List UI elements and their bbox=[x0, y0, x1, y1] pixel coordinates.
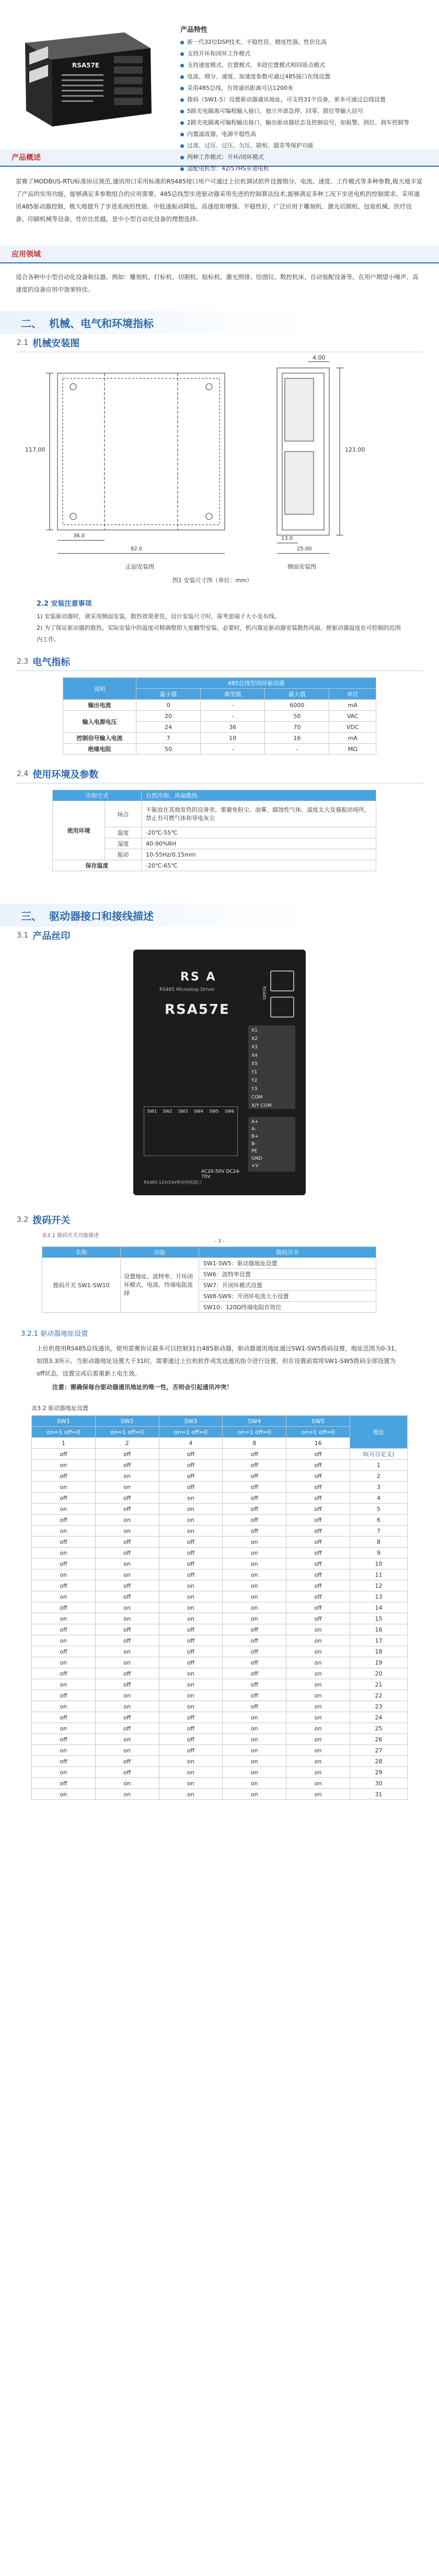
addr-cell: on bbox=[159, 1493, 223, 1504]
addr-cell: off bbox=[95, 1504, 159, 1515]
addr-cell: on bbox=[223, 1580, 286, 1591]
addr-cell: on bbox=[32, 1526, 96, 1537]
addr-cell: off bbox=[95, 1493, 159, 1504]
addr-cell: on bbox=[95, 1789, 159, 1800]
feature-item: 支持速度模式、位置模式、多段位置模式和回原点模式 bbox=[180, 60, 426, 71]
addr-cell: off bbox=[223, 1635, 286, 1646]
addr-row bbox=[32, 1745, 408, 1756]
addr-row bbox=[32, 1701, 408, 1712]
addr-cell: off bbox=[223, 1460, 286, 1471]
addr-row bbox=[32, 1767, 408, 1778]
mechanical-drawing bbox=[0, 352, 439, 598]
addr-cell: on bbox=[223, 1613, 286, 1624]
addr-cell: off bbox=[95, 1668, 159, 1679]
addr-value: 27 bbox=[350, 1745, 408, 1756]
dim-right: 121.00 bbox=[345, 446, 365, 453]
addr-row bbox=[32, 1679, 408, 1690]
addr-row bbox=[32, 1547, 408, 1558]
addr-value: 12 bbox=[350, 1580, 408, 1591]
addr-cell: off bbox=[286, 1569, 350, 1580]
addr-cell: on bbox=[286, 1657, 350, 1668]
addr-cell: on bbox=[286, 1789, 350, 1800]
addr-cell: off bbox=[159, 1569, 223, 1580]
addr-cell: off bbox=[286, 1504, 350, 1515]
addr-value: 13 bbox=[350, 1591, 408, 1602]
addr-cell: on bbox=[159, 1591, 223, 1602]
addr-cell: on bbox=[32, 1789, 96, 1800]
addr-cell: on bbox=[159, 1668, 223, 1679]
addr-row bbox=[32, 1558, 408, 1569]
addr-cell: on bbox=[223, 1789, 286, 1800]
overview-text: 雷赛了MODBUS-RTU标准协议规范,通讯用口采用标准的RS485接口用户可通过上位机调试软件设置细分、电流、速度、工作模式等多种参数,极大地丰富了产品的实用功能，能够满足多参数组合的应用需要。485总线型步进驱动器采用先进的控制算法技术,能够满足多种工况下步进电机的控制需求。采用通讯485驱动器控制，极大地提升了步进系统的性能、中低速振动降低、高速扭矩增强、平稳性好，广泛应用于雕刻机、激光切割机、包装机械、医疗设备、印刷机械等设备，性价比优越，是中小型自动化设备的理想选择。 bbox=[16, 178, 423, 223]
addr-cell: off bbox=[95, 1547, 159, 1558]
side-label: 侧面安装图 bbox=[287, 563, 316, 570]
silk-sub: RS485 Microstep Driver bbox=[159, 987, 215, 992]
addr-cell: off bbox=[159, 1547, 223, 1558]
addr-cell: off bbox=[223, 1515, 286, 1526]
s32-title: 拨码开关 bbox=[32, 1215, 71, 1226]
addr-value: 22 bbox=[350, 1690, 408, 1701]
section3-title: 驱动器接口和接线描述 bbox=[49, 909, 154, 922]
addr-cell: on bbox=[159, 1789, 223, 1800]
addr-table-wrap bbox=[0, 1412, 439, 1800]
addr-cell: off bbox=[32, 1668, 96, 1679]
addr-cell: on bbox=[286, 1624, 350, 1635]
addr-cell: on bbox=[95, 1613, 159, 1624]
addr-cell: on bbox=[223, 1767, 286, 1778]
addr-cell: off bbox=[223, 1646, 286, 1657]
s21-heading: 2.1 机械安装图 bbox=[0, 334, 439, 352]
addr-cell: on bbox=[95, 1657, 159, 1668]
addr-cell: on bbox=[95, 1471, 159, 1482]
addr-cell: on bbox=[223, 1558, 286, 1569]
addr-cell: on bbox=[286, 1635, 350, 1646]
addr-cell: off bbox=[159, 1646, 223, 1657]
silk-brand: RS A bbox=[180, 971, 217, 984]
addr-cell: on bbox=[286, 1745, 350, 1756]
addr-cell: on bbox=[95, 1515, 159, 1526]
addr-cell: off bbox=[286, 1537, 350, 1547]
silk-bottom: RS485-12V/24V供电电机接口 bbox=[144, 1180, 202, 1185]
addr-cell: off bbox=[32, 1580, 96, 1591]
addr-cell: on bbox=[32, 1657, 96, 1668]
dim-left: 117.00 bbox=[25, 446, 45, 453]
addr-value: 10 bbox=[350, 1558, 408, 1569]
addr-cell: on bbox=[95, 1482, 159, 1493]
application-title: 应用领域 bbox=[11, 250, 41, 259]
s24-heading: 2.4 使用环境及参数 bbox=[0, 765, 439, 783]
addr-row bbox=[32, 1580, 408, 1591]
silk-power: AC20-50V DC24-70V bbox=[201, 1169, 241, 1180]
addr-cell: on bbox=[223, 1537, 286, 1547]
addr-cell: on bbox=[32, 1504, 96, 1515]
addr-cell: on bbox=[223, 1547, 286, 1558]
addr-row bbox=[32, 1712, 408, 1723]
addr-row bbox=[32, 1515, 408, 1526]
addr-value: 15 bbox=[350, 1613, 408, 1624]
addr-cell: off bbox=[159, 1471, 223, 1482]
feature-list bbox=[180, 37, 426, 175]
env-table-wrap bbox=[0, 783, 439, 904]
section2-title: 机械、电气和环境指标 bbox=[49, 317, 154, 330]
addr-cell: on bbox=[286, 1778, 350, 1789]
addr-row bbox=[32, 1690, 408, 1701]
addr-row bbox=[32, 1668, 408, 1679]
addr-cell: off bbox=[32, 1734, 96, 1745]
addr-cell: off bbox=[32, 1537, 96, 1547]
addr-cell: off bbox=[95, 1624, 159, 1635]
rs485-label: RS485 bbox=[262, 986, 267, 1000]
addr-cell: on bbox=[159, 1515, 223, 1526]
addr-cell: off bbox=[159, 1460, 223, 1471]
addr-cell: off bbox=[159, 1657, 223, 1668]
addr-row bbox=[32, 1504, 408, 1515]
addr-row bbox=[32, 1537, 408, 1547]
feature-item: 过流、过压、过压、欠压、缺相、超差等保护功能 bbox=[180, 140, 426, 152]
env-table: 冷却方式 自然冷却、风扇散热 使用环境 场合 不能放在其他发热的设备旁，要避免粉尘、油雾、腐蚀性气体、湿度太大及强振动场所，禁止有可燃气体和导电灰尘 温度 -20℃-55℃ 湿度 40-90%RH 振动 10-55Hz/0.15mm 保存温度 -20℃-65℃ bbox=[52, 790, 376, 871]
addr-row bbox=[32, 1635, 408, 1646]
s22-block bbox=[0, 598, 439, 653]
addr-cell: off bbox=[32, 1756, 96, 1767]
addr-cell: off bbox=[159, 1537, 223, 1547]
addr-cell: on bbox=[159, 1679, 223, 1690]
feature-item: 5路光电隔离可编程输入接口，独立外部急停、回零、限位等输入信号 bbox=[180, 106, 426, 117]
addr-value: 23 bbox=[350, 1701, 408, 1712]
addr-cell: on bbox=[32, 1482, 96, 1493]
s23-heading: 2.3 电气指标 bbox=[0, 653, 439, 671]
addr-cell: off bbox=[223, 1701, 286, 1712]
addr-cell: off bbox=[223, 1504, 286, 1515]
addr-value: 4 bbox=[350, 1493, 408, 1504]
dim-s1: 13.0 bbox=[281, 536, 293, 541]
addr-cell: off bbox=[32, 1646, 96, 1657]
dip-switch: SW1 SW2 SW3 SW4 SW5 SW6 bbox=[144, 1106, 238, 1156]
addr-cell: off bbox=[95, 1635, 159, 1646]
addr-cell: off bbox=[95, 1767, 159, 1778]
motor-terminal: A+ A- B+ B- PE GND +V bbox=[248, 1117, 295, 1172]
s32-heading: 3.2 拨码开关 bbox=[0, 1211, 439, 1229]
addr-cell: off bbox=[32, 1471, 96, 1482]
s21-title: 机械安装图 bbox=[32, 338, 80, 349]
s321-text: 上位机使用RS485总线通讯，使用雷赛协议最多可以控制31台485驱动器，驱动器通讯地址通过SW1-SW5拨码设置，地址范围为0-31，如图3.3所示。当驱动器地址设置大于31时，需要通过上位机软件或发送通讯指令进行设置，但在设置前需将SW1-SW5拨码全部设置为off状态，设置完成后需重新上电生效。 bbox=[37, 1345, 401, 1377]
addr-cell: on bbox=[32, 1701, 96, 1712]
addr-cell: on bbox=[223, 1602, 286, 1613]
addr-cell: on bbox=[159, 1526, 223, 1537]
addr-cell: off bbox=[32, 1515, 96, 1526]
addr-row bbox=[32, 1460, 408, 1471]
elec-table-wrap bbox=[0, 671, 439, 765]
addr-value: 19 bbox=[350, 1657, 408, 1668]
addr-cell: on bbox=[95, 1745, 159, 1756]
addr-value: 30 bbox=[350, 1778, 408, 1789]
addr-cell: on bbox=[32, 1745, 96, 1756]
addr-cell: on bbox=[159, 1613, 223, 1624]
addr-value: 24 bbox=[350, 1712, 408, 1723]
addr-cell: on bbox=[32, 1635, 96, 1646]
driver-image bbox=[15, 27, 159, 132]
addr-cell: off bbox=[223, 1482, 286, 1493]
addr-cell: off bbox=[286, 1580, 350, 1591]
addr-cell: on bbox=[286, 1701, 350, 1712]
addr-table: SW1 SW2 SW3 SW4 SW5 地址 on=1 off=0 on=1 off=0 on=1 off=0 on=1 off=0 on=1 off=0 1 2 4 8 16 off off off off off 0(可自定义) on off off off off 1 off on off off off 2 on on off off off 3 off off on off off 4 on off on off off 5 off on on off off 6 on on on off off 7 off off off on off 8 on off off on off 9 off on off on off 10 on on off on off 11 off off on on off 12 on off on on off 13 off on on on off 14 on on on on off 15 off off off off on 16 on off off off on 17 off on off off on 18 on on off off on 19 off off on off on 20 on off on off on 21 off on on off on 22 on on on off on 23 off off off on on 24 on off off on on 25 off on off on on 26 on on off on on 27 off off on on on 28 on off on on on 29 off on on on on 30 on on on on on 31 bbox=[31, 1415, 408, 1800]
addr-cell: on bbox=[223, 1712, 286, 1723]
addr-value: 1 bbox=[350, 1460, 408, 1471]
s22-title: 2.2 安装注意事项 bbox=[37, 600, 92, 608]
application-section bbox=[0, 246, 439, 301]
addr-cell: on bbox=[159, 1690, 223, 1701]
feature-item: 新一代32位DSP技术，平稳性佳、精度性强、性价比高 bbox=[180, 37, 426, 48]
feature-item: 拨码（SW1-5）设置驱动器通讯地址，可支持31个设备，更多可通过总线设置 bbox=[180, 94, 426, 106]
addr-cell: on bbox=[95, 1602, 159, 1613]
addr-value: 20 bbox=[350, 1668, 408, 1679]
addr-cell: on bbox=[32, 1723, 96, 1734]
addr-cell: off bbox=[286, 1613, 350, 1624]
addr-cell: off bbox=[223, 1690, 286, 1701]
addr-row bbox=[32, 1493, 408, 1504]
addr-cell: on bbox=[286, 1734, 350, 1745]
overview-title: 产品概述 bbox=[11, 154, 41, 162]
dim-s2: 25.00 bbox=[297, 546, 312, 552]
addr-cell: on bbox=[32, 1679, 96, 1690]
addr-cell: on bbox=[286, 1679, 350, 1690]
addr-row bbox=[32, 1646, 408, 1657]
addr-cell: on bbox=[223, 1723, 286, 1734]
addr-cell: on bbox=[223, 1569, 286, 1580]
addr-cell: off bbox=[95, 1723, 159, 1734]
addr-cell: on bbox=[159, 1756, 223, 1767]
addr-cell: on bbox=[286, 1646, 350, 1657]
addr-row bbox=[32, 1569, 408, 1580]
addr-cell: off bbox=[159, 1558, 223, 1569]
addr-row bbox=[32, 1756, 408, 1767]
addr-cell: off bbox=[32, 1778, 96, 1789]
application-text: 适合各种中小型自动化设备和仪器，例如：雕刻机、打标机、切割机、贴标机、激光照排、绘图仪、数控机床、自动装配设备等。在用户期望小噪声、高速度的设备应用中效果特佳。 bbox=[16, 273, 419, 293]
s22-item-2: 2) 为了保证驱动器的散热，实际安装中的温度可稍调整即大宽翻型安装，必要时，机内靠近驱动器安装散热风扇，使驱动器温度在可控制的范围内工作。 bbox=[37, 625, 401, 643]
addr-cell: off bbox=[95, 1712, 159, 1723]
silkscreen-panel bbox=[133, 950, 306, 1195]
dim-top: 4.00 bbox=[313, 354, 326, 361]
addr-value: 28 bbox=[350, 1756, 408, 1767]
addr-value: 11 bbox=[350, 1569, 408, 1580]
addr-cell: off bbox=[95, 1679, 159, 1690]
addr-caption: 表3.2 驱动器地址设置 bbox=[31, 1405, 88, 1412]
addr-cell: off bbox=[223, 1679, 286, 1690]
addr-cell: off bbox=[286, 1493, 350, 1504]
addr-cell: off bbox=[159, 1723, 223, 1734]
addr-row bbox=[32, 1471, 408, 1482]
addr-cell: on bbox=[159, 1778, 223, 1789]
addr-cell: on bbox=[32, 1547, 96, 1558]
addr-cell: off bbox=[223, 1668, 286, 1679]
addr-cell: on bbox=[32, 1613, 96, 1624]
io-terminal bbox=[248, 1025, 295, 1109]
feature-item: 2路光电隔离可编程输出接口，输出驱动器状态及控制信号，如报警、到位、刹车控制等 bbox=[180, 117, 426, 129]
silk-model: RSA57E bbox=[165, 1002, 230, 1018]
addr-value: 21 bbox=[350, 1679, 408, 1690]
addr-row bbox=[32, 1624, 408, 1635]
addr-cell: on bbox=[32, 1767, 96, 1778]
addr-cell: off bbox=[159, 1712, 223, 1723]
rs485-port-1 bbox=[270, 971, 294, 991]
addr-value: 18 bbox=[350, 1646, 408, 1657]
s321-title: 3.2.1 驱动器地址设置 bbox=[21, 1330, 88, 1338]
addr-row bbox=[32, 1778, 408, 1789]
addr-cell: on bbox=[95, 1778, 159, 1789]
rs485-port-2 bbox=[270, 997, 294, 1018]
addr-cell: off bbox=[32, 1690, 96, 1701]
features-title: 产品特性 bbox=[180, 26, 208, 34]
addr-value: 14 bbox=[350, 1602, 408, 1613]
addr-cell: off bbox=[286, 1591, 350, 1602]
addr-cell: off bbox=[223, 1471, 286, 1482]
addr-cell: on bbox=[286, 1756, 350, 1767]
addr-cell: on bbox=[286, 1723, 350, 1734]
addr-cell: off bbox=[286, 1602, 350, 1613]
addr-value: 31 bbox=[350, 1789, 408, 1800]
feature-item: 适配电机型：42/57HS步进电机 bbox=[180, 163, 426, 175]
elec-table: 说明 485总线型闭环驱动器 最小值 典型值 最大值 单位 输出电流 0 - 6000 mA 输入电源电压 20 - 50 VAC 24 36 70 VDC 控制信号输入电流 7 10 16 mA 绝缘电阻 50 - - MΩ bbox=[63, 677, 376, 755]
addr-cell: off bbox=[32, 1602, 96, 1613]
s32-caption: 表3.1 拨码开关功能描述 bbox=[42, 1233, 99, 1239]
addr-cell: off bbox=[223, 1493, 286, 1504]
feature-item: 采用485总线，有效通讯距离可达1200米 bbox=[180, 83, 426, 94]
addr-cell: off bbox=[286, 1515, 350, 1526]
addr-cell: off bbox=[286, 1482, 350, 1493]
addr-cell: off bbox=[286, 1526, 350, 1537]
addr-cell: on bbox=[223, 1778, 286, 1789]
addr-value: 5 bbox=[350, 1504, 408, 1515]
addr-cell: on bbox=[159, 1767, 223, 1778]
feature-item: 支持开环和闭环工作模式 bbox=[180, 48, 426, 60]
addr-cell: off bbox=[159, 1745, 223, 1756]
addr-cell: on bbox=[286, 1712, 350, 1723]
addr-cell: off bbox=[32, 1558, 96, 1569]
addr-value: 2 bbox=[350, 1471, 408, 1482]
addr-cell: off bbox=[159, 1482, 223, 1493]
addr-rows bbox=[32, 1460, 408, 1800]
addr-cell: off bbox=[223, 1624, 286, 1635]
addr-cell: on bbox=[223, 1591, 286, 1602]
addr-value: 16 bbox=[350, 1624, 408, 1635]
dim-b1: 36.0 bbox=[73, 533, 85, 539]
s22-item-1: 1) 安装驱动器时，请采用侧面安装，散热效果更佳，设计安装尺寸时，需考虑端子大小及布线。 bbox=[37, 613, 280, 620]
addr-cell: on bbox=[95, 1701, 159, 1712]
addr-cell: off bbox=[159, 1624, 223, 1635]
addr-value: 8 bbox=[350, 1537, 408, 1547]
addr-cell: off bbox=[95, 1460, 159, 1471]
addr-cell: on bbox=[32, 1591, 96, 1602]
s23-title: 电气指标 bbox=[32, 657, 71, 668]
addr-row bbox=[32, 1723, 408, 1734]
addr-cell: off bbox=[286, 1460, 350, 1471]
addr-cell: on bbox=[95, 1569, 159, 1580]
addr-cell: off bbox=[95, 1756, 159, 1767]
addr-cell: on bbox=[159, 1602, 223, 1613]
figure-caption: 图1 安装尺寸图（单位：mm） bbox=[172, 577, 252, 584]
addr-value: 9 bbox=[350, 1547, 408, 1558]
addr-row bbox=[32, 1602, 408, 1613]
addr-cell: on bbox=[223, 1756, 286, 1767]
addr-cell: off bbox=[286, 1547, 350, 1558]
addr-cell: on bbox=[95, 1526, 159, 1537]
addr-value: 26 bbox=[350, 1734, 408, 1745]
addr-value: 6 bbox=[350, 1515, 408, 1526]
addr-cell: off bbox=[32, 1493, 96, 1504]
addr-cell: off bbox=[32, 1712, 96, 1723]
addr-row bbox=[32, 1789, 408, 1800]
addr-cell: on bbox=[286, 1690, 350, 1701]
addr-cell: off bbox=[95, 1580, 159, 1591]
front-label: 正面安装图 bbox=[125, 563, 154, 570]
feature-item: 内置滤波器，电源平稳性高 bbox=[180, 129, 426, 140]
addr-cell: off bbox=[95, 1591, 159, 1602]
addr-value: 29 bbox=[350, 1767, 408, 1778]
addr-cell: on bbox=[159, 1580, 223, 1591]
addr-cell: on bbox=[159, 1504, 223, 1515]
addr-row bbox=[32, 1613, 408, 1624]
dip-table-wrap bbox=[0, 1244, 439, 1323]
section2-heading: 二、 机械、电气和环境指标 bbox=[0, 311, 439, 334]
addr-cell: on bbox=[32, 1460, 96, 1471]
addr-cell: off bbox=[286, 1558, 350, 1569]
s32-marker: - 3 - bbox=[214, 1239, 225, 1244]
addr-value: 3 bbox=[350, 1482, 408, 1493]
addr-cell: on bbox=[95, 1646, 159, 1657]
addr-row bbox=[32, 1591, 408, 1602]
addr-value: 7 bbox=[350, 1526, 408, 1537]
s321-note: 注意：需确保每台驱动器通讯地址的唯一性，否则会引起通讯冲突！ bbox=[52, 1383, 233, 1391]
addr-cell: off bbox=[286, 1471, 350, 1482]
addr-cell: on bbox=[159, 1701, 223, 1712]
feature-item: 电流、细分、速度、加速度参数可通过485接口在线设置 bbox=[180, 71, 426, 83]
addr-cell: on bbox=[95, 1734, 159, 1745]
addr-cell: off bbox=[95, 1537, 159, 1547]
addr-cell: off bbox=[223, 1657, 286, 1668]
s24-title: 使用环境及参数 bbox=[32, 769, 99, 780]
addr-value: 17 bbox=[350, 1635, 408, 1646]
addr-cell: off bbox=[223, 1526, 286, 1537]
addr-cell: off bbox=[32, 1624, 96, 1635]
addr-cell: on bbox=[223, 1734, 286, 1745]
addr-row bbox=[32, 1657, 408, 1668]
addr-cell: on bbox=[223, 1745, 286, 1756]
feature-item: 两种工作模式：开环/闭环模式 bbox=[180, 152, 426, 163]
dip-table: 名称 功能 拨码开关 拨码开关 SW1-SW10 设置地址、波特率、开环闭环模式、电流、终端电阻选择 SW1-SW5：驱动器地址设置 SW6：波特率设置 SW7：开闭环模式设置 SW8-SW9：开闭环电流大小设置 SW10：120Ω终端电阻有效位 bbox=[42, 1246, 376, 1313]
section3-heading: 三、 驱动器接口和接线描述 bbox=[0, 904, 439, 927]
addr-cell: on bbox=[95, 1690, 159, 1701]
addr-row bbox=[32, 1734, 408, 1745]
s31-heading: 3.1 产品丝印 bbox=[0, 927, 439, 944]
addr-row bbox=[32, 1526, 408, 1537]
io-labels: X1 X2 X3 X4 X5 Y1 Y2 Y3 COM X/Y COM bbox=[251, 1028, 272, 1108]
dim-b2: 82.0 bbox=[131, 546, 143, 552]
product-label: RSA57E bbox=[72, 62, 100, 69]
addr-cell: on bbox=[286, 1767, 350, 1778]
addr-cell: off bbox=[159, 1635, 223, 1646]
addr-cell: off bbox=[159, 1734, 223, 1745]
addr-row bbox=[32, 1482, 408, 1493]
addr-cell: on bbox=[95, 1558, 159, 1569]
addr-cell: on bbox=[32, 1569, 96, 1580]
addr-cell: on bbox=[286, 1668, 350, 1679]
s31-title: 产品丝印 bbox=[32, 931, 71, 942]
addr-value: 25 bbox=[350, 1723, 408, 1734]
